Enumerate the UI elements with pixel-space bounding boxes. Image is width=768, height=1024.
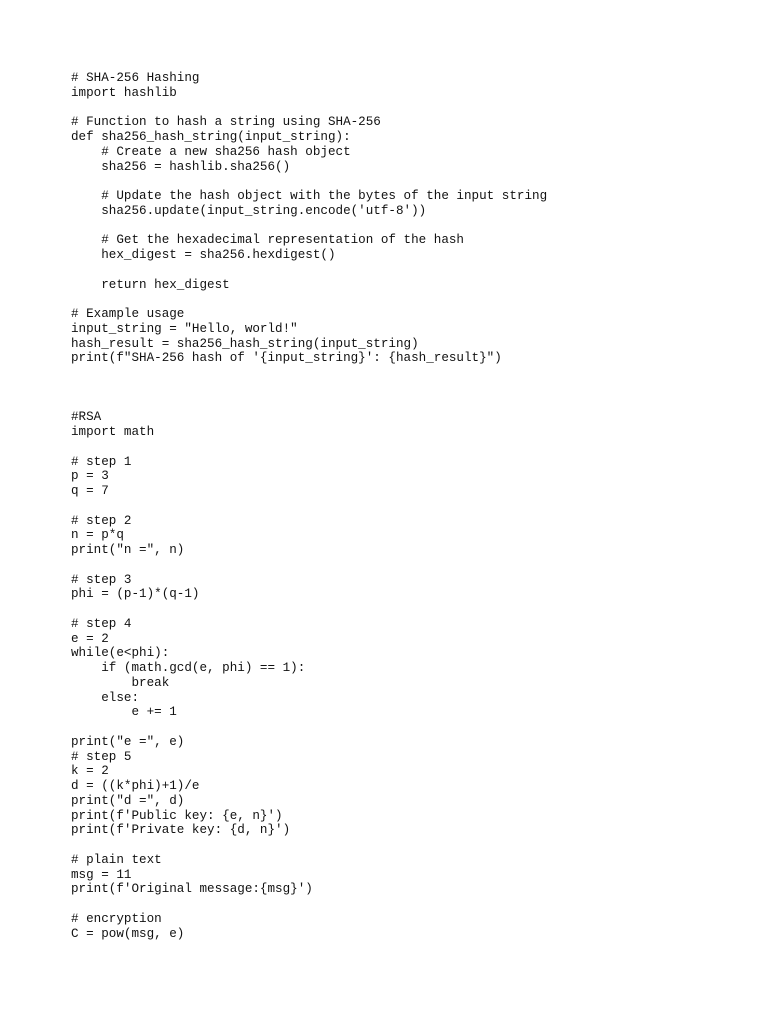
code-line: print(f'Private key: {d, n}') — [71, 823, 291, 838]
code-line: # Get the hexadecimal representation of the hash — [71, 233, 464, 248]
code-line — [71, 499, 547, 514]
code-line: print(f'Public key: {e, n}') — [71, 808, 283, 823]
code-line: input_string = "Hello, world!" — [71, 321, 298, 336]
code-line: # step 1 — [71, 454, 132, 469]
code-line: # SHA-256 Hashing — [71, 71, 200, 85]
code-line: # step 4 — [71, 616, 132, 631]
code-line: # step 2 — [71, 513, 132, 528]
code-line: print("d =", d) — [71, 793, 185, 808]
code-line — [71, 396, 547, 411]
code-line — [71, 366, 547, 381]
code-line — [71, 838, 547, 853]
code-line: C = pow(msg, e) — [71, 926, 185, 941]
code-line: import hashlib — [71, 85, 177, 100]
code-line: # step 3 — [71, 572, 132, 587]
code-line: # Function to hash a string using SHA-256 — [71, 115, 381, 130]
code-line: n = p*q — [71, 528, 124, 543]
code-line: e = 2 — [71, 631, 109, 646]
code-line: sha256.update(input_string.encode('utf-8')) — [71, 203, 427, 218]
code-line — [71, 558, 547, 573]
code-line — [71, 381, 547, 396]
code-line: print("e =", e) — [71, 734, 185, 749]
code-line: import math — [71, 425, 155, 439]
code-line: else: — [71, 690, 140, 705]
code-line: # Update the hash object with the bytes of the input string — [71, 189, 548, 203]
code-line: p = 3 — [71, 469, 109, 484]
code-line — [71, 174, 547, 189]
code-line: # plain text — [71, 852, 162, 867]
code-line — [71, 720, 547, 735]
code-line — [71, 897, 547, 912]
code-line: hash_result = sha256_hash_string(input_string) — [71, 336, 419, 351]
code-line: #RSA — [71, 410, 102, 425]
code-line: if (math.gcd(e, phi) == 1): — [71, 661, 306, 675]
code-line: e += 1 — [71, 705, 177, 720]
code-listing — [71, 71, 547, 941]
code-line — [71, 440, 547, 455]
code-line — [71, 602, 547, 617]
code-line: hex_digest = sha256.hexdigest() — [71, 248, 336, 262]
code-line — [71, 219, 547, 234]
code-line: print("n =", n) — [71, 543, 185, 557]
code-line: return hex_digest — [71, 277, 230, 292]
code-line: d = ((k*phi)+1)/e — [71, 779, 200, 793]
code-line: # Example usage — [71, 307, 185, 321]
code-line: print(f"SHA-256 hash of '{input_string}': {hash_result}") — [71, 351, 502, 366]
code-line — [71, 101, 547, 116]
code-line: q = 7 — [71, 484, 109, 498]
code-line: while(e<phi): — [71, 646, 170, 661]
code-line — [71, 292, 547, 307]
code-line: break — [71, 675, 170, 690]
code-line — [71, 263, 547, 278]
code-line: # step 5 — [71, 749, 132, 764]
code-line: # Create a new sha256 hash object — [71, 144, 351, 159]
code-line: phi = (p-1)*(q-1) — [71, 587, 200, 602]
code-line: sha256 = hashlib.sha256() — [71, 159, 291, 174]
code-line: # encryption — [71, 911, 162, 926]
code-line: k = 2 — [71, 764, 109, 779]
code-line: msg = 11 — [71, 867, 132, 882]
code-line: print(f'Original message:{msg}') — [71, 882, 313, 897]
code-line: def sha256_hash_string(input_string): — [71, 130, 351, 144]
